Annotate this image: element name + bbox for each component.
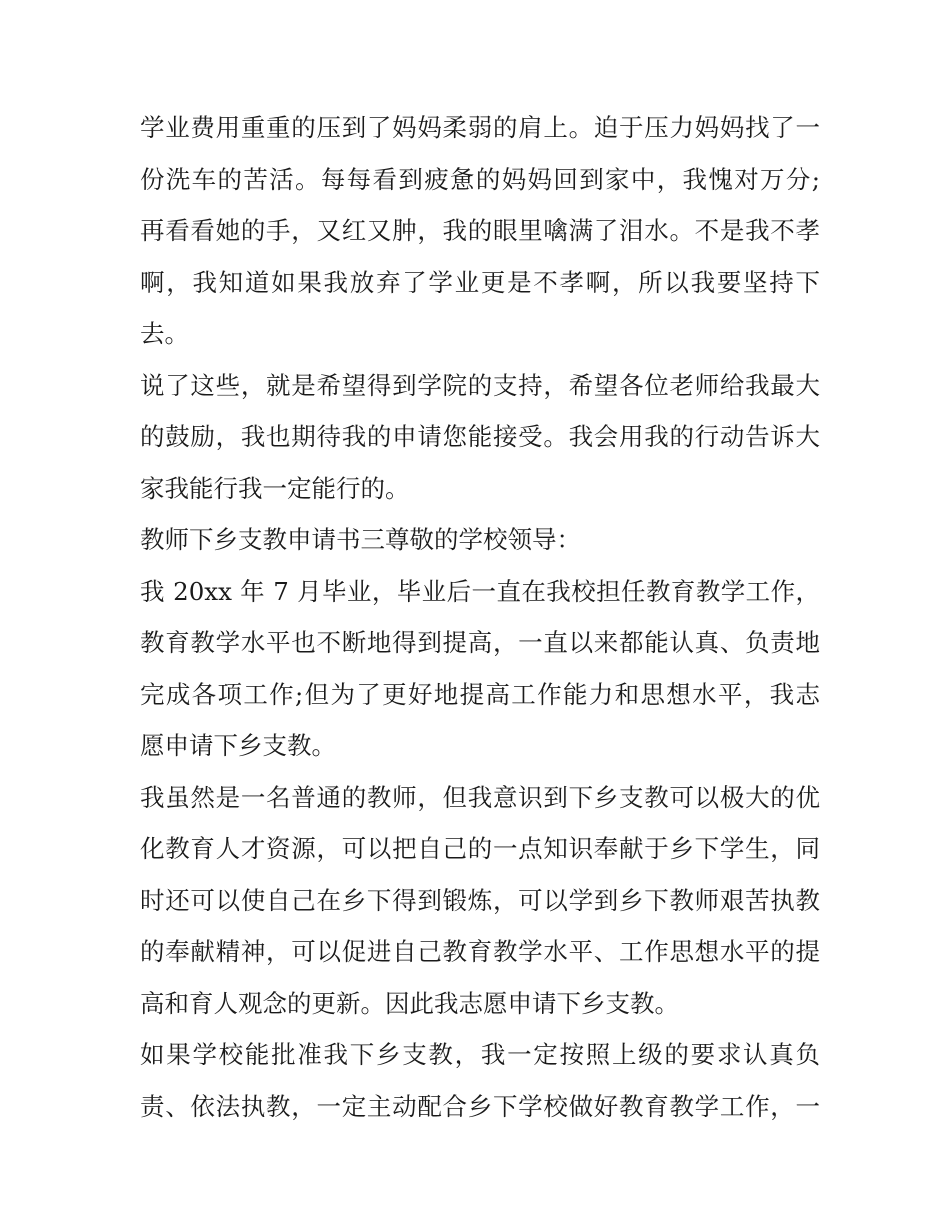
paragraph — [140, 566, 820, 772]
paragraph — [140, 772, 820, 1030]
text-line: 责、依法执教，一定主动配合乡下学校做好教育教学工作，一 — [140, 1091, 820, 1121]
text-line: 的奉献精神，可以促进自己教育教学水平、工作思想水平的提 — [140, 937, 820, 966]
document-body — [140, 102, 820, 1132]
text-line: 高和育人观念的更新。因此我志愿申请下乡支教。 — [140, 988, 679, 1018]
text-line: 我虽然是一名普通的教师，但我意识到下乡支教可以极大的优 — [140, 782, 820, 812]
text-line: 化教育人才资源，可以把自己的一点知识奉献于乡下学生，同 — [140, 834, 820, 863]
text-line: 啊，我知道如果我放弃了学业更是不孝啊，所以我要坚持下 — [140, 267, 820, 297]
text-line: 如果学校能批准我下乡支教，我一定按照上级的要求认真负 — [140, 1040, 820, 1069]
text-line: 份洗车的苦活。每每看到疲惫的妈妈回到家中，我愧对万分; — [140, 164, 820, 194]
text-line: 我 20xx 年 7 月毕业，毕业后一直在我校担任教育教学工作， — [140, 576, 820, 606]
text-line: 教育教学水平也不断地得到提高，一直以来都能认真、负责地 — [140, 628, 820, 657]
text-line: 学业费用重重的压到了妈妈柔弱的肩上。迫于压力妈妈找了一 — [140, 113, 820, 142]
paragraph — [140, 102, 820, 360]
paragraph — [140, 514, 820, 566]
text-line: 说了这些，就是希望得到学院的支持，希望各位老师给我最大 — [140, 370, 820, 400]
text-line: 时还可以使自己在乡下得到锻炼，可以学到乡下教师艰苦执教 — [140, 885, 820, 915]
text-line: 家我能行我一定能行的。 — [140, 473, 410, 503]
text-line: 完成各项工作;但为了更好地提高工作能力和思想水平，我志 — [140, 679, 820, 709]
paragraph — [140, 360, 820, 515]
text-line: 的鼓励，我也期待我的申请您能接受。我会用我的行动告诉大 — [140, 422, 820, 451]
text-line: 去。 — [140, 319, 189, 348]
section-heading-line: 教师下乡支教申请书三尊敬的学校领导： — [140, 525, 581, 554]
text-line: 愿申请下乡支教。 — [140, 731, 336, 760]
text-line: 再看看她的手，又红又肿，我的眼里噙满了泪水。不是我不孝 — [140, 216, 820, 245]
paragraph — [140, 1029, 820, 1132]
